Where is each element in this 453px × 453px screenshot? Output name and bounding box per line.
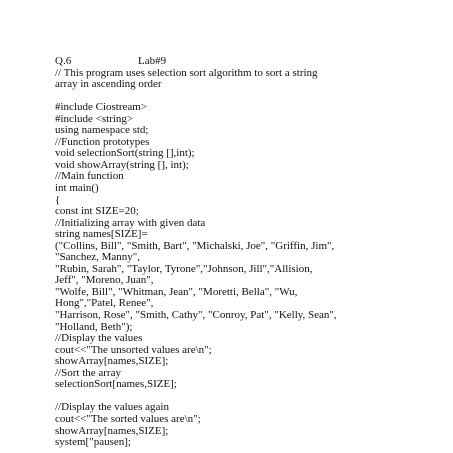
code-line: "Sanchez, Manny", (55, 251, 141, 264)
code-line: using namespace std; (55, 124, 149, 137)
code-line: // This program uses selection sort algorithm to sort a string (55, 66, 318, 79)
code-line: showArray[names,SIZE]; (55, 355, 169, 368)
code-line: "Holland, Beth"); (55, 320, 133, 333)
code-line: "Rubin, Sarah", "Taylor, Tyrone","Johnson, Jill","Allision, (55, 262, 313, 275)
code-line: Jeff", "Moreno, Juan", (55, 274, 154, 287)
code-line: //Display the values again (55, 401, 169, 414)
code-line: Hong","Patel, Renee", (55, 297, 154, 310)
code-line: showArray[names,SIZE]; (55, 424, 169, 437)
code-line: const int SIZE=20; (55, 205, 139, 218)
code-line: #include Ciostream> (55, 101, 148, 114)
code-line: selectionSort[names,SIZE]; (55, 378, 177, 391)
code-line: array in ascending order (55, 78, 162, 91)
code-line: "Harrison, Rose", "Smith, Cathy", "Conroy, Pat", "Kelly, Sean", (55, 309, 337, 322)
code-line: //Function prototypes (55, 135, 150, 148)
code-line: { (55, 193, 61, 206)
code-line: ("Collins, Bill", "Smith, Bart", "Michalski, Joe", "Griffin, Jim", (55, 239, 335, 252)
code-line: cout<<"The unsorted values are\n"; (55, 343, 212, 356)
code-line: system["pausen]; (55, 436, 131, 449)
code-line: //Main function (55, 170, 124, 183)
code-line: int main() (55, 182, 99, 195)
lab-label: Lab#9 (138, 55, 167, 67)
code-document (55, 56, 425, 449)
code-line: //Display the values (55, 332, 143, 345)
code-line: string names[SIZE]= (55, 228, 148, 241)
code-line: #include <string> (55, 112, 134, 125)
code-line: "Wolfe, Bill", "Whitman, Jean", "Moretti, Bella", "Wu, (55, 285, 298, 298)
code-line: void showArray(string [], int); (55, 158, 189, 171)
code-line: //Sort the array (55, 366, 121, 379)
code-body (55, 68, 425, 449)
code-line: void selectionSort(string [],int); (55, 147, 195, 160)
document-header (55, 56, 425, 68)
code-line: //Initializing array with given data (55, 216, 206, 229)
code-line: cout<<"The sorted values are\n"; (55, 412, 201, 425)
question-label: Q.6 (55, 55, 72, 67)
